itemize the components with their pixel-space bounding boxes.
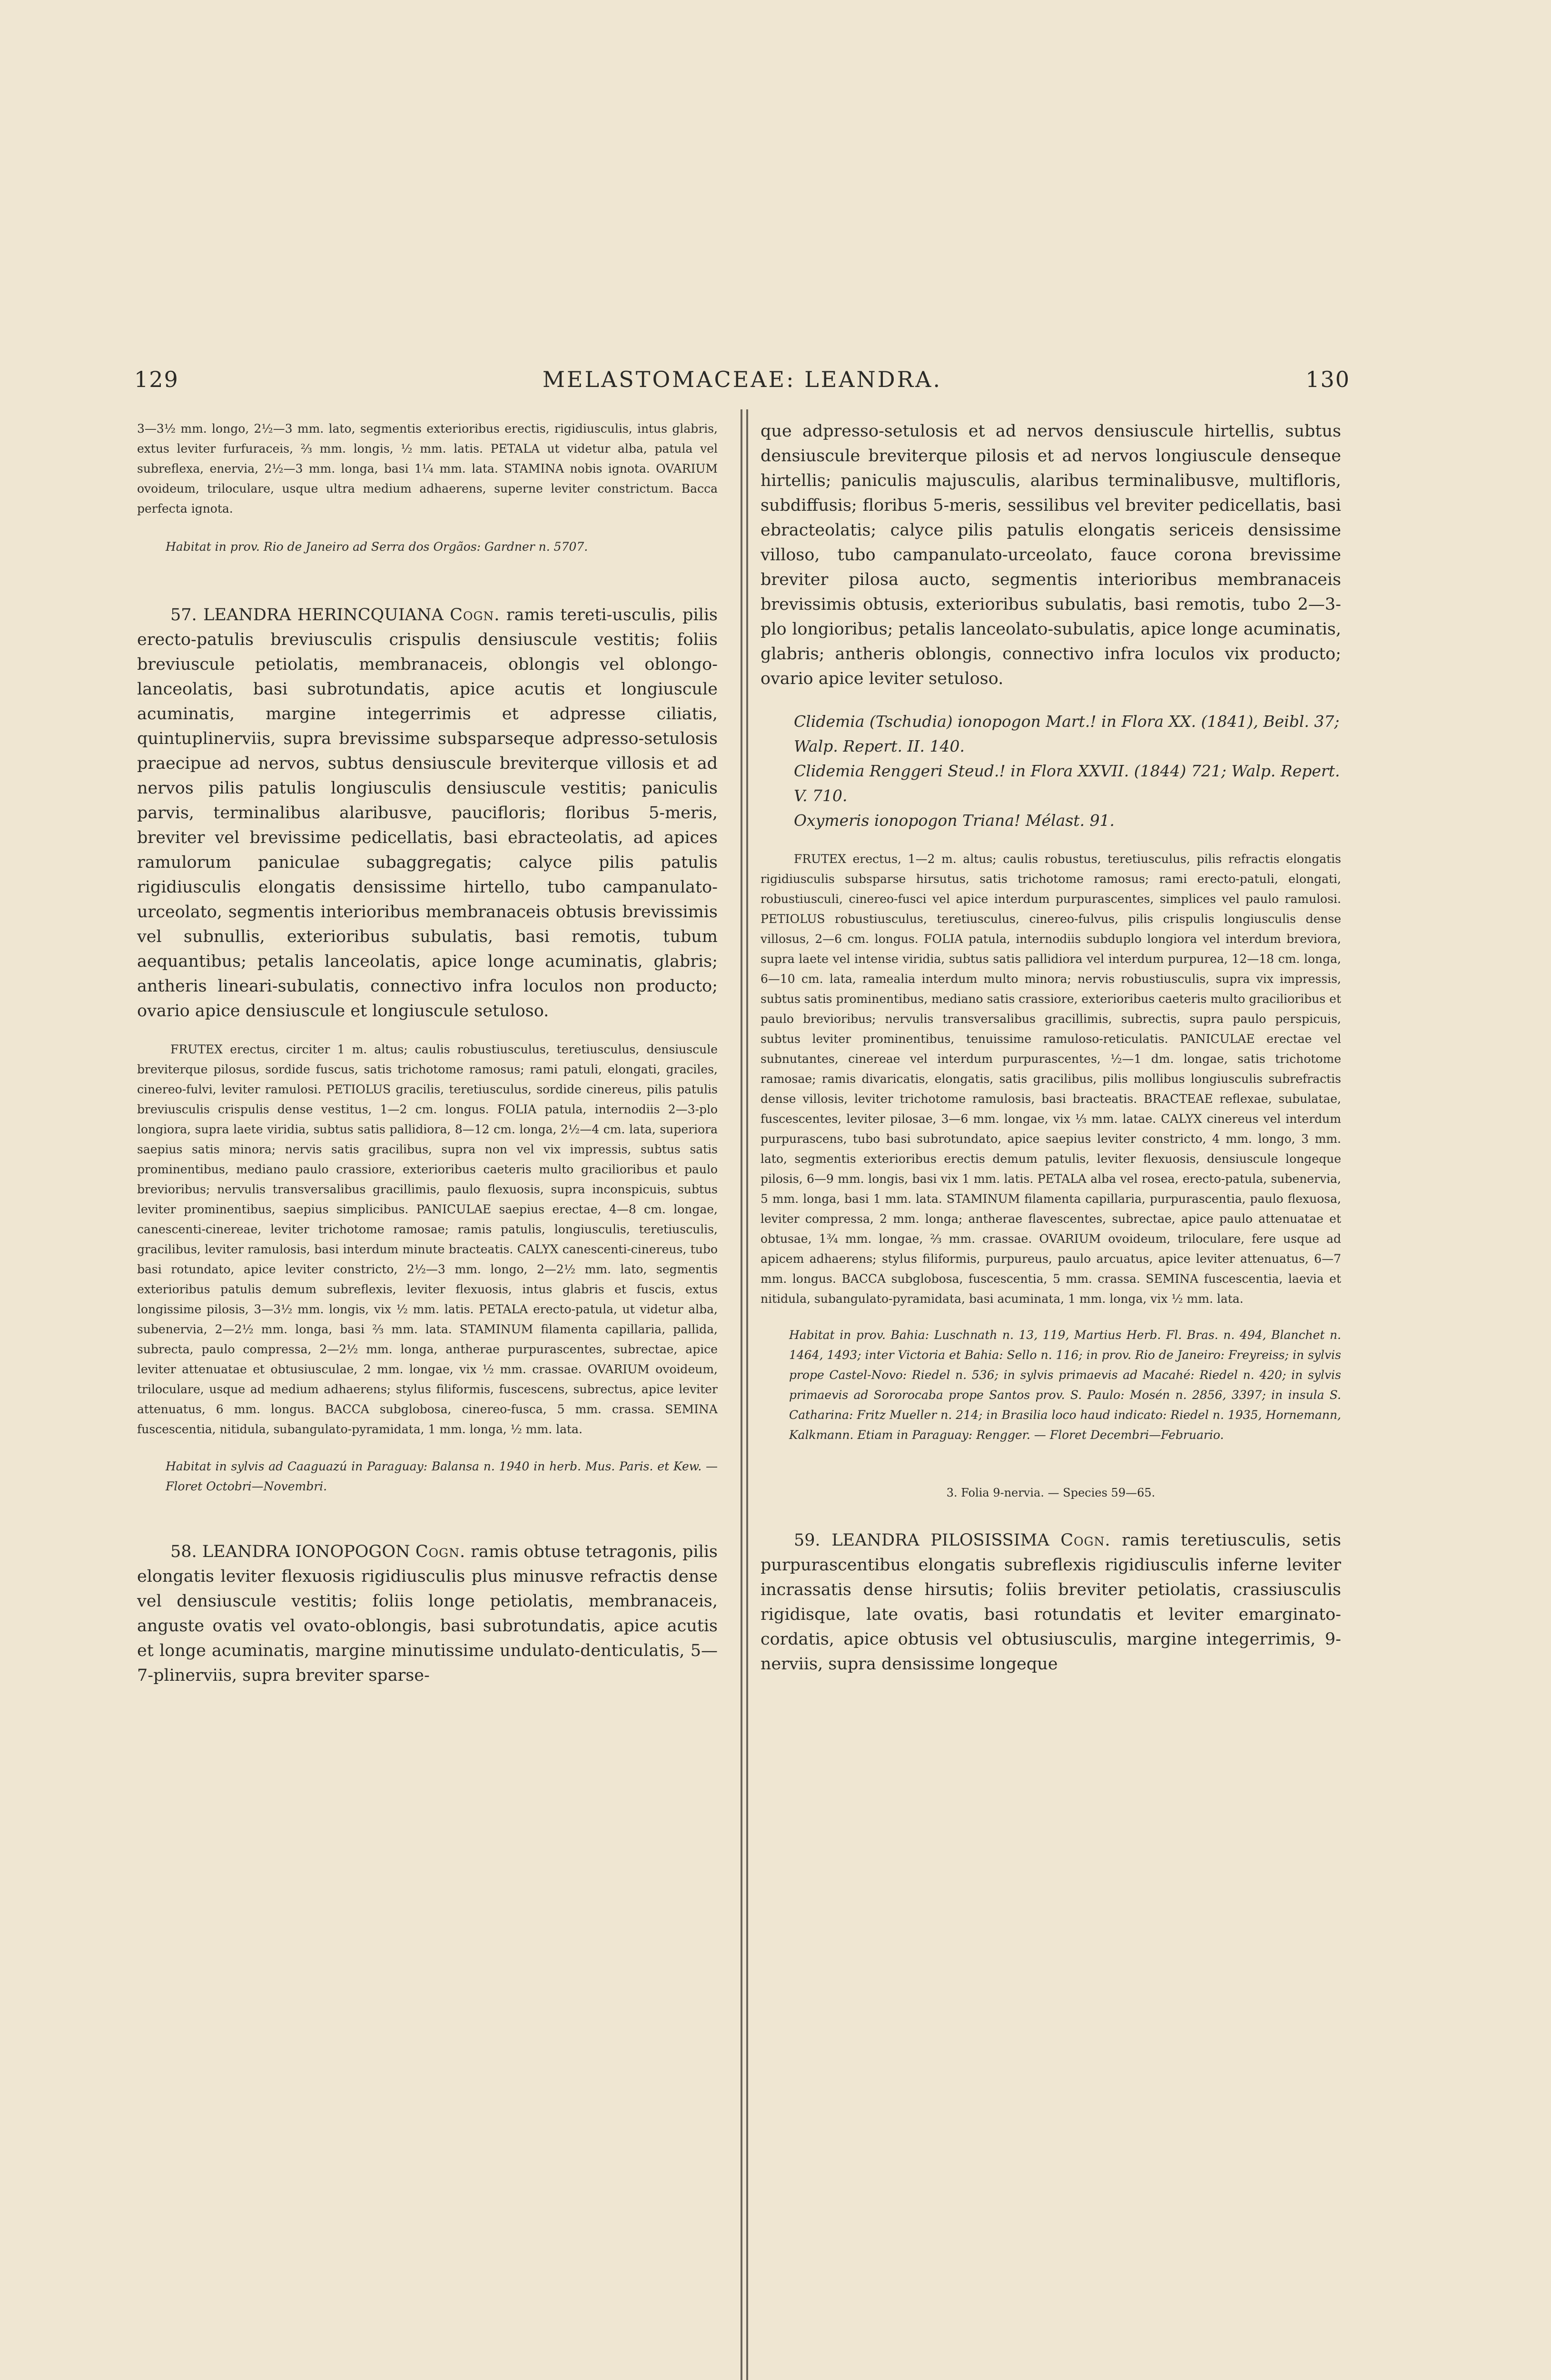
habitat-note: Habitat in sylvis ad Caaguazú in Paraguay: Balansa n. 1940 in herb. Mus. Paris. et Kew. — Floret Octobri—Novembri.: [166, 1459, 718, 1493]
species-57-entry: [137, 603, 718, 1023]
species-59-entry: [761, 1528, 1341, 1676]
species-author: Cogn.: [1060, 1531, 1111, 1550]
habitat-note: Habitat in prov. Rio de Janeiro ad Serra dos Orgãos: Gardner n. 5707.: [166, 540, 588, 554]
left-column: [137, 419, 718, 1688]
species-diagnosis: ramis tereti-usculis, pilis erecto-patulis breviusculis crispulis densiuscule vestitis; foliis breviuscule petiolatis, membranaceis, oblongis vel oblongo-lanceolatis, basi subrotundatis, apice acutis et longiuscule acuminatis, margine integerrimis et adpresse ciliatis, quintuplinerviis, supra brevissime subsparseque adpresso-setulosis praecipue ad nervos, subtus densiuscule breviterque villosis et ad nervos pilis patulis longiusculis densiuscule vestitis; paniculis parvis, terminalibus alaribusve, paucifloris; floribus 5-meris, breviter vel brevissime pedicellatis, basi ebracteolatis, ad apices ramulorum paniculae subaggregatis; calyce pilis patulis rigidiusculis elongatis densissime hirtello, tubo campanulato-urceolato, segmentis interioribus membranaceis obtusis brevissimis vel subnullis, exterioribus subulatis, basi remotis, tubum aequantibus; petalis lanceolatis, apice longe acuminatis, glabris; antheris lineari-subulatis, connectivo infra loculos non producto; ovario apice densiuscule et longiuscule setuloso.: [137, 605, 718, 1021]
species-name: LEANDRA IONOPOGON: [202, 1542, 410, 1561]
species-name: LEANDRA PILOSISSIMA: [831, 1531, 1049, 1550]
section-key-note: 3. Folia 9-nervia. — Species 59—65.: [946, 1486, 1156, 1499]
page-number-right: 130: [1305, 367, 1350, 392]
species-author: Cogn.: [450, 605, 500, 625]
page-number-left: 129: [134, 367, 179, 392]
species-58-entry: [137, 1539, 718, 1688]
column-divider-line: [746, 409, 748, 2380]
synonym-entry: Oxymeris ionopogon Triana! Mélast. 91.: [794, 811, 1115, 830]
species-author: Cogn.: [415, 1542, 466, 1561]
species-diagnosis: ramis obtuse tetragonis, pilis elongatis leviter flexuosis rigidiusculis plus minusve refractis dense vel densiuscule vestitis; foliis longe petiolatis, membranaceis, anguste ovatis vel ovato-oblongis, basi subrotundatis, apice acutis et longe acuminatis, margine minutissime undulato-denticulatis, 5—7-plinerviis, supra breviter sparse-: [137, 1542, 718, 1685]
species-number: 57.: [170, 605, 197, 625]
species-number: 59.: [794, 1531, 820, 1550]
running-header: [134, 367, 1350, 405]
paragraph-continued-description: 3—3½ mm. longo, 2½—3 mm. lato, segmentis exterioribus erectis, rigidiusculis, intus glabris, extus leviter furfuraceis, ⅔ mm. longis, ½ mm. latis. PETALA ut videtur alba, patula vel subreflexa, enervia, 2½—3 mm. longa, basi 1¼ mm. lata. STAMINA nobis ignota. OVARIUM ovoideum, triloculare, usque ultra medium adhaerens, superne leviter constrictum. Bacca perfecta ignota.: [137, 422, 718, 516]
right-column: [761, 419, 1341, 1676]
species-58-diagnosis-continued: que adpresso-setulosis et ad nervos densiuscule hirtellis, subtus densiuscule breviterque pilosis et ad nervos longiuscule denseque hirtellis; paniculis majusculis, alaribus terminalibusve, multifloris, subdiffusis; floribus 5-meris, sessilibus vel breviter pedicellatis, basi ebracteolatis; calyce pilis patulis elongatis sericeis densissime villoso, tubo campanulato-urceolato, fauce corona brevissime breviter pilosa aucto, segmentis interioribus membranaceis brevissimis obtusis, exterioribus subulatis, basi remotis, tubo 2—3-plo longioribus; petalis lanceolato-subulatis, apice longe acuminatis, glabris; antheris oblongis, connectivo infra loculos vix producto; ovario apice leviter setuloso.: [761, 422, 1341, 688]
habitat-note: Habitat in prov. Bahia: Luschnath n. 13, 119, Martius Herb. Fl. Bras. n. 494, Blanchet n. 1464, 1493; inter Victoria et Bahia: Sello n. 116; in prov. Rio de Janeiro: Freyreiss; in sylvis prope Castel-Novo: Riedel n. 536; in sylvis primaevis ad Macahé: Riedel n. 420; in sylvis primaevis ad Sororocaba prope Santos prov. S. Paulo: Mosén n. 2856, 3397; in insula S. Catharina: Fritz Mueller n. 214; in Brasilia loco haud indicato: Riedel n. 1935, Hornemann, Kalkmann. Etiam in Paraguay: Rengger. — Floret Decembri—Februario.: [789, 1328, 1341, 1442]
species-58-description: FRUTEX erectus, 1—2 m. altus; caulis robustus, teretiusculus, pilis refractis elongatis rigidiusculis subsparse hirsutus, satis trichotome ramosus; rami erecto-patuli, elongati, robustiusculi, cinereo-fusci vel apice interdum purpurascentes, simplices vel paulo ramulosi. PETIOLUS robustiusculus, teretiusculus, cinereo-fulvus, pilis crispulis longiusculis dense villosus, 2—6 cm. longus. FOLIA patula, internodiis subduplo longiora vel interdum breviora, supra laete vel intense viridia, subtus satis pallidiora vel interdum purpurea, 12—18 cm. longa, 6—10 cm. lata, ramealia interdum multo minora; nervis robustiusculis, supra vix impressis, subtus satis prominentibus, mediano satis crassiore, exterioribus caeteris multo gracilioribus et paulo brevioribus; nervulis transversalibus gracillimis, subrectis, supra paulo perspicuis, subtus leviter prominentibus, tenuissime ramuloso-reticulatis. PANICULAE erectae vel subnutantes, cinereae vel interdum purpurascentes, ½—1 dm. longae, satis trichotome ramosae; ramis divaricatis, elongatis, satis gracilibus, pilis mollibus longiusculis subrefractis dense villosis, leviter trichotome ramulosis, basi bracteatis. BRACTEAE reflexae, subulatae, fuscescentes, leviter pilosae, 3—6 mm. longae, vix ⅓ mm. latae. CALYX cinereus vel interdum purpurascens, tubo basi subrotundato, apice saepius leviter constricto, 4 mm. longo, 3 mm. lato, segmentis exterioribus erectis demum patulis, leviter flexuosis, densiuscule longeque pilosis, 6—9 mm. longis, basi vix 1 mm. latis. PETALA alba vel rosea, erecto-patula, subenervia, 5 mm. longa, basi 1 mm. lata. STAMINUM filamenta capillaria, purpurascentia, paulo flexuosa, leviter compressa, 2 mm. longa; antherae flavescentes, subrectae, apice paulo attenuatae et obtusae, 1¾ mm. longae, ⅔ mm. crassae. OVARIUM ovoideum, triloculare, fere usque ad apicem adhaerens; stylus filiformis, purpureus, paulo arcuatus, apice leviter attenuatus, 6—7 mm. longus. BACCA subglobosa, fuscescentia, 5 mm. crassa. SEMINA fuscescentia, laevia et nitidula, subangulato-pyramidata, basi acuminata, 1 mm. longa, vix ½ mm. lata.: [761, 852, 1341, 1306]
synonym-entry: Clidemia (Tschudia) ionopogon Mart.! in Flora XX. (1841), Beibl. 37; Walp. Repert. II. 140.: [794, 712, 1340, 755]
synonymy-list: [761, 709, 1341, 833]
species-number: 58.: [170, 1542, 197, 1561]
running-title: MELASTOMACEAE: LEANDRA.: [542, 367, 942, 392]
species-diagnosis: ramis teretiusculis, setis purpurascentibus elongatis subreflexis rigidiusculis inferne leviter incrassatis dense hirsutis; foliis breviter petiolatis, crassiusculis rigidisque, late ovatis, basi rotundatis et leviter emarginato-cordatis, apice obtusis vel obtusiusculis, margine integerrimis, 9-nerviis, supra densissime longeque: [761, 1531, 1341, 1674]
species-name: LEANDRA HERINCQUIANA: [203, 605, 444, 625]
synonym-entry: Clidemia Renggeri Steud.! in Flora XXVII. (1844) 721; Walp. Repert. V. 710.: [794, 762, 1340, 805]
species-57-description: FRUTEX erectus, circiter 1 m. altus; caulis robustiusculus, teretiusculus, densiuscule breviterque pilosus, sordide fuscus, satis trichotome ramosus; rami patuli, elongati, graciles, cinereo-fulvi, leviter ramulosi. PETIOLUS gracilis, teretiusculus, sordide cinereus, pilis patulis breviusculis crispulis dense vestitus, 1—2 cm. longus. FOLIA patula, internodiis 2—3-plo longiora, supra laete viridia, subtus satis pallidiora, 8—12 cm. longa, 2½—4 cm. lata, superiora saepius satis minora; nervis satis gracilibus, supra non vel vix impressis, subtus satis prominentibus, mediano paulo crassiore, exterioribus caeteris multo gracilioribus et paulo brevioribus; nervulis transversalibus gracillimis, paulo flexuosis, supra inconspicuis, subtus leviter prominentibus, saepius simplicibus. PANICULAE saepius erectae, 4—8 cm. longae, canescenti-cinereae, leviter trichotome ramosae; ramis patulis, longiusculis, teretiusculis, gracilibus, leviter ramulosis, basi interdum minute bracteatis. CALYX canescenti-cinereus, tubo basi rotundato, apice leviter constricto, 2½—3 mm. longo, 2—2½ mm. lato, segmentis exterioribus patulis demum subreflexis, leviter flexuosis, intus glabris et fuscis, extus longissime pilosis, 3—3½ mm. longis, vix ½ mm. latis. PETALA erecto-patula, ut videtur alba, subenervia, 2—2½ mm. longa, basi ⅔ mm. lata. STAMINUM filamenta capillaria, pallida, subrecta, paulo compressa, 2—2½ mm. longa, antherae purpurascentes, subrectae, apice leviter attenuatae et obtusiusculae, 2 mm. longae, vix ½ mm. crassae. OVARIUM ovoideum, triloculare, usque ad medium adhaerens; stylus filiformis, fuscescens, subrectus, apice leviter attenuatus, 6 mm. longus. BACCA subglobosa, cinereo-fusca, 5 mm. crassa. SEMINA fuscescentia, nitidula, subangulato-pyramidata, 1 mm. longa, ½ mm. lata.: [137, 1042, 718, 1436]
column-divider-line: [741, 409, 742, 2380]
